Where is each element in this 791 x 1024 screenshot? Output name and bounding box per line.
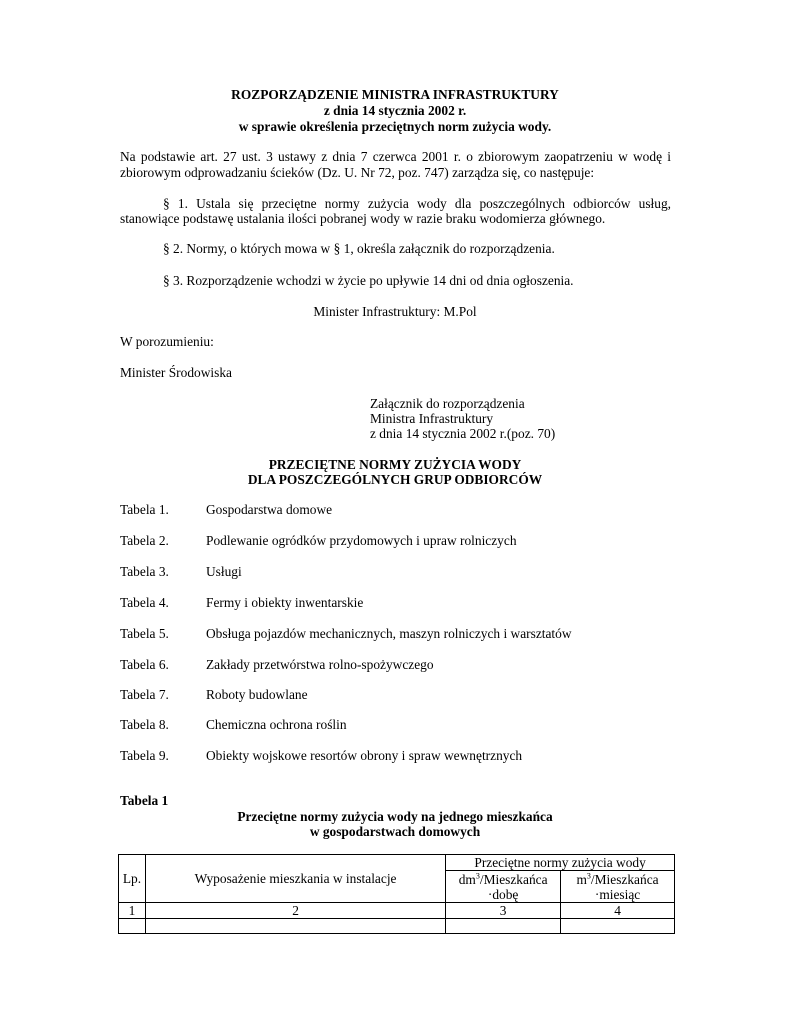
header-equipment: Wyposażenie mieszkania w instalacje xyxy=(145,855,445,903)
header-per-month xyxy=(561,871,675,903)
document-date: z dnia 14 stycznia 2002 r. xyxy=(323,103,467,118)
table-list-text: Obsługa pojazdów mechanicznych, maszyn rolniczych i warsztatów xyxy=(206,626,572,641)
table-list-text: Obiekty wojskowe resortów obrony i spraw wewnętrznych xyxy=(206,748,523,763)
empty-cell xyxy=(119,919,146,934)
column-number: 2 xyxy=(145,903,445,919)
table-list-label: Tabela 1. xyxy=(120,502,169,517)
agreement-label: W porozumieniu: xyxy=(120,334,214,349)
annex-title-line-1: PRZECIĘTNE NORMY ZUŻYCIA WODY xyxy=(268,457,522,472)
header-lp: Lp. xyxy=(119,855,146,903)
unit-superscript: 3 xyxy=(475,871,480,881)
preamble-line-2: zbiorowym odprowadzaniu ścieków (Dz. U. Nr 72, poz. 747) zarządza się, co następuje: xyxy=(120,165,595,180)
empty-cell xyxy=(561,919,675,934)
table-list-label: Tabela 5. xyxy=(120,626,169,641)
column-number: 4 xyxy=(561,903,675,919)
annex-title-line-2: DLA POSZCZEGÓLNYCH GRUP ODBIORCÓW xyxy=(247,472,543,487)
table1-title-line-1: Przeciętne normy zużycia wody na jednego mieszkańca xyxy=(237,809,553,824)
table-list-label: Tabela 9. xyxy=(120,748,169,763)
paragraph-1-line-2: stanowiące podstawę ustalania ilości pobranej wody w razie braku wodomierza głównego. xyxy=(120,211,606,226)
header-per-day xyxy=(446,871,561,903)
unit-superscript: 3 xyxy=(586,871,591,881)
document-title: ROZPORZĄDZENIE MINISTRA INFRASTRUKTURY xyxy=(231,87,559,102)
table-list-text: Chemiczna ochrona roślin xyxy=(206,717,347,732)
unit-text: ·miesiąc xyxy=(594,886,641,902)
table-list-text: Zakłady przetwórstwa rolno-spożywczego xyxy=(206,657,434,672)
table-list-label: Tabela 6. xyxy=(120,657,169,672)
table-row xyxy=(119,855,675,871)
unit-text: ·dobę xyxy=(487,886,519,902)
preamble-line-1: Na podstawie art. 27 ust. 3 ustawy z dnia 7 czerwca 2001 r. o zbiorowym zaopatrzeniu w wodę i xyxy=(120,149,671,164)
paragraph-3: § 3. Rozporządzenie wchodzi w życie po upływie 14 dni od dnia ogłoszenia. xyxy=(163,273,574,288)
table-row xyxy=(119,903,675,919)
unit-text: dm xyxy=(458,871,476,887)
paragraph-1-line-1: § 1. Ustala się przeciętne normy zużycia wody dla poszczególnych odbiorców usług, xyxy=(163,196,671,211)
table-list-label: Tabela 4. xyxy=(120,595,169,610)
table1 xyxy=(118,854,675,934)
table-list-label: Tabela 7. xyxy=(120,687,169,702)
column-number: 3 xyxy=(446,903,561,919)
table-list-label: Tabela 3. xyxy=(120,564,169,579)
empty-cell xyxy=(446,919,561,934)
table-list-text: Usługi xyxy=(206,564,242,579)
annex-line-2: Ministra Infrastruktury xyxy=(370,411,494,426)
table-list-text: Fermy i obiekty inwentarskie xyxy=(206,595,364,610)
unit-text: m xyxy=(576,871,587,887)
unit-text: /Mieszkańca xyxy=(590,871,659,887)
table-list-label: Tabela 2. xyxy=(120,533,169,548)
header-norms-group: Przeciętne normy zużycia wody xyxy=(446,855,675,871)
unit-text: /Mieszkańca xyxy=(479,871,548,887)
table-list-label: Tabela 8. xyxy=(120,717,169,732)
minister-environment: Minister Środowiska xyxy=(120,365,232,380)
signature: Minister Infrastruktury: M.Pol xyxy=(313,304,477,319)
annex-line-1: Załącznik do rozporządzenia xyxy=(370,396,525,411)
table-row xyxy=(119,919,675,934)
table-list-text: Gospodarstwa domowe xyxy=(206,502,333,517)
column-number: 1 xyxy=(119,903,146,919)
annex-line-3: z dnia 14 stycznia 2002 r.(poz. 70) xyxy=(370,426,556,441)
empty-cell xyxy=(145,919,445,934)
paragraph-2: § 2. Normy, o których mowa w § 1, określa załącznik do rozporządzenia. xyxy=(163,241,555,256)
table-list-text: Roboty budowlane xyxy=(206,687,308,702)
table1-heading: Tabela 1 xyxy=(120,793,169,808)
document-subject: w sprawie określenia przeciętnych norm zużycia wody. xyxy=(238,119,552,134)
table-list-text: Podlewanie ogródków przydomowych i upraw rolniczych xyxy=(206,533,517,548)
table1-title-line-2: w gospodarstwach domowych xyxy=(309,824,481,839)
